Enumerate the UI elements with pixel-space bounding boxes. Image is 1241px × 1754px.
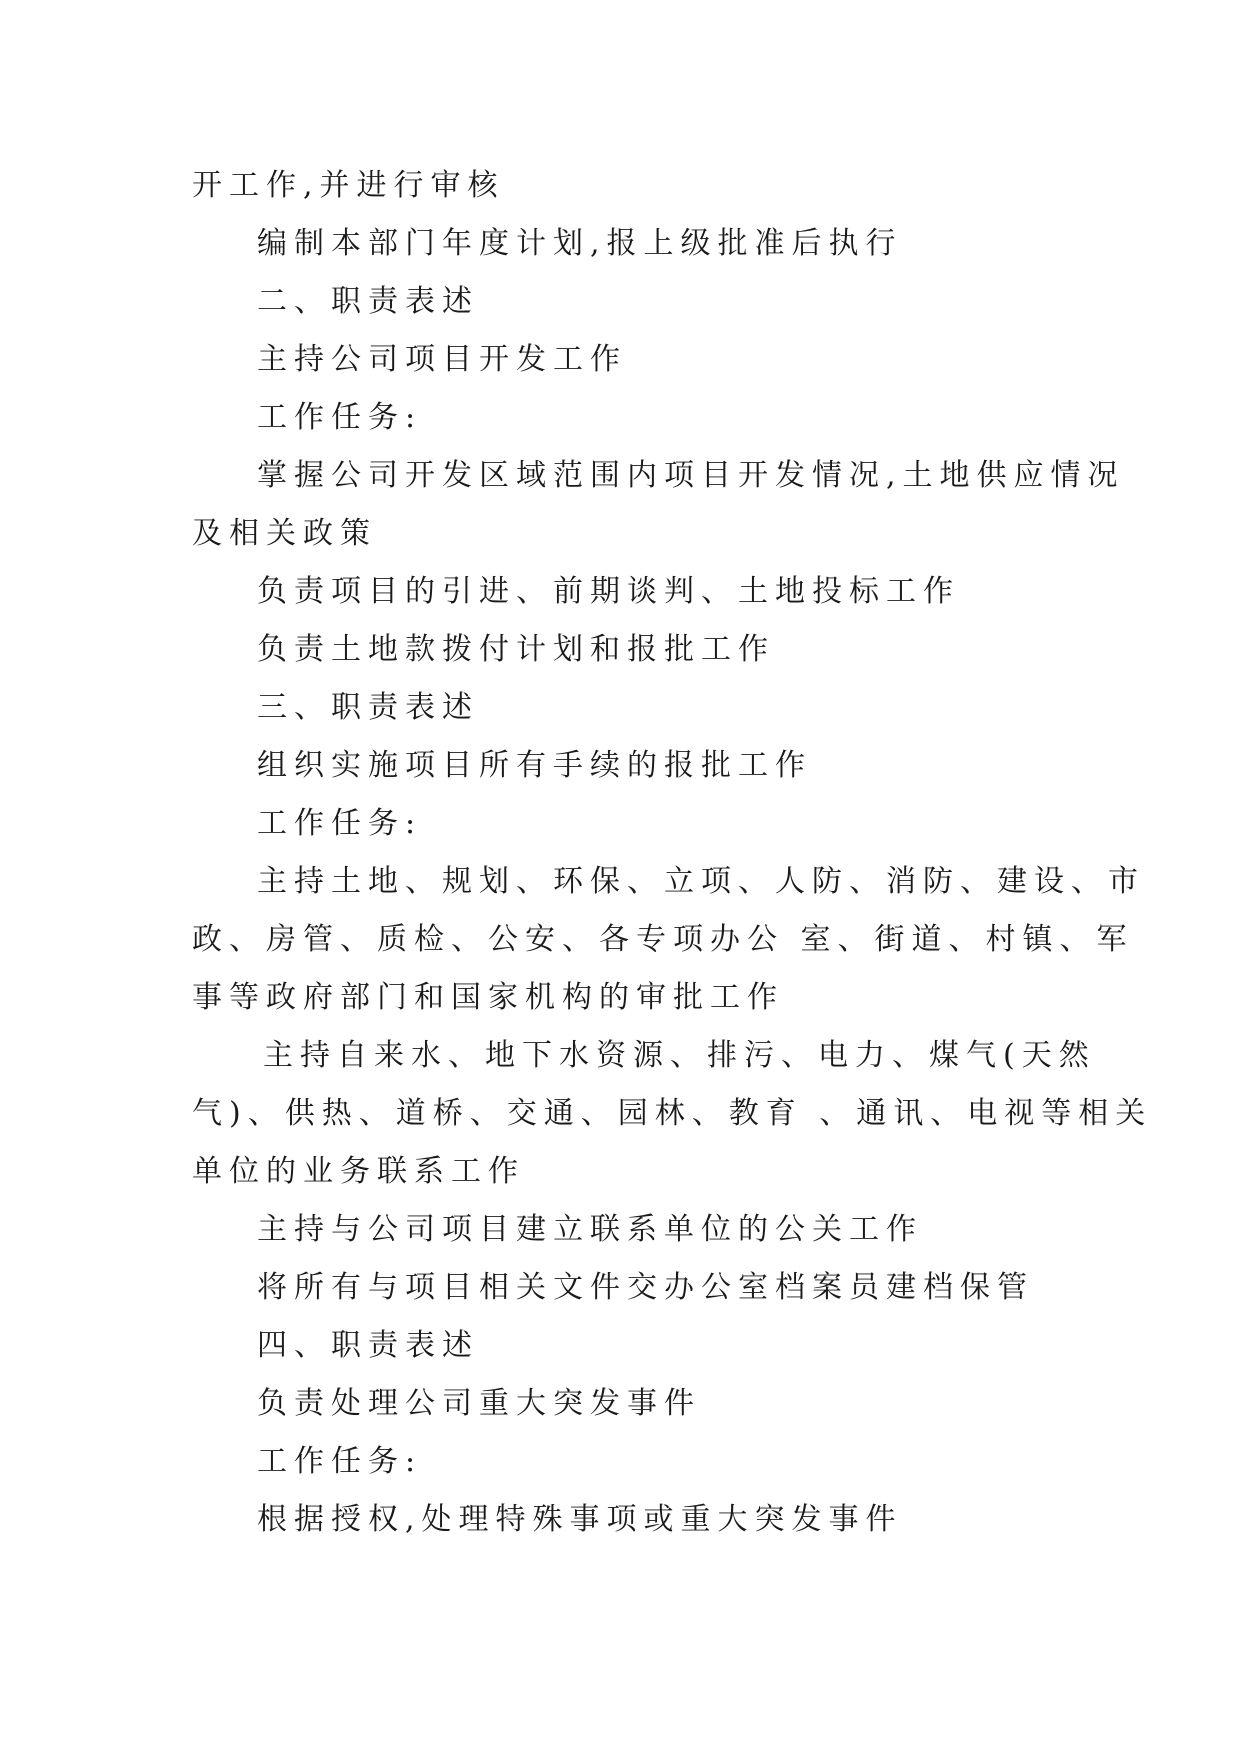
- text-line: 负责土地款拨付计划和报批工作: [257, 632, 775, 667]
- text-line: 单位的业务联系工作: [192, 1154, 525, 1189]
- section-heading: 二、职责表述: [257, 284, 479, 319]
- text-line: 主持公司项目开发工作: [257, 342, 627, 377]
- text-line: 及相关政策: [192, 516, 377, 551]
- text-line: 开工作,并进行审核: [192, 168, 505, 203]
- text-line: 工作任务:: [257, 400, 423, 435]
- section-heading: 四、职责表述: [257, 1328, 479, 1363]
- section-heading: 三、职责表述: [257, 690, 479, 725]
- text-line: 事等政府部门和国家机构的审批工作: [192, 980, 784, 1015]
- text-line: 负责处理公司重大突发事件: [257, 1386, 701, 1421]
- text-line: 编制本部门年度计划,报上级批准后执行: [257, 226, 903, 261]
- text-line: 政、房管、质检、公安、各专项办公 室、街道、村镇、军: [192, 922, 1134, 957]
- text-line: 气)、供热、道桥、交通、园林、教育 、通讯、电视等相关: [192, 1096, 1153, 1131]
- text-line: 工作任务:: [257, 1444, 423, 1479]
- text-line: 主持自来水、地下水资源、排污、电力、煤气(天然: [263, 1038, 1096, 1073]
- text-line: 组织实施项目所有手续的报批工作: [257, 748, 812, 783]
- text-line: 掌握公司开发区域范围内项目开发情况,土地供应情况: [257, 458, 1125, 493]
- text-line: 主持土地、规划、环保、立项、人防、消防、建设、市: [257, 864, 1145, 899]
- text-line: 负责项目的引进、前期谈判、土地投标工作: [257, 574, 960, 609]
- text-line: 根据授权,处理特殊事项或重大突发事件: [257, 1502, 903, 1537]
- text-line: 将所有与项目相关文件交办公室档案员建档保管: [257, 1270, 1034, 1305]
- text-line: 主持与公司项目建立联系单位的公关工作: [257, 1212, 923, 1247]
- text-line: 工作任务:: [257, 806, 423, 841]
